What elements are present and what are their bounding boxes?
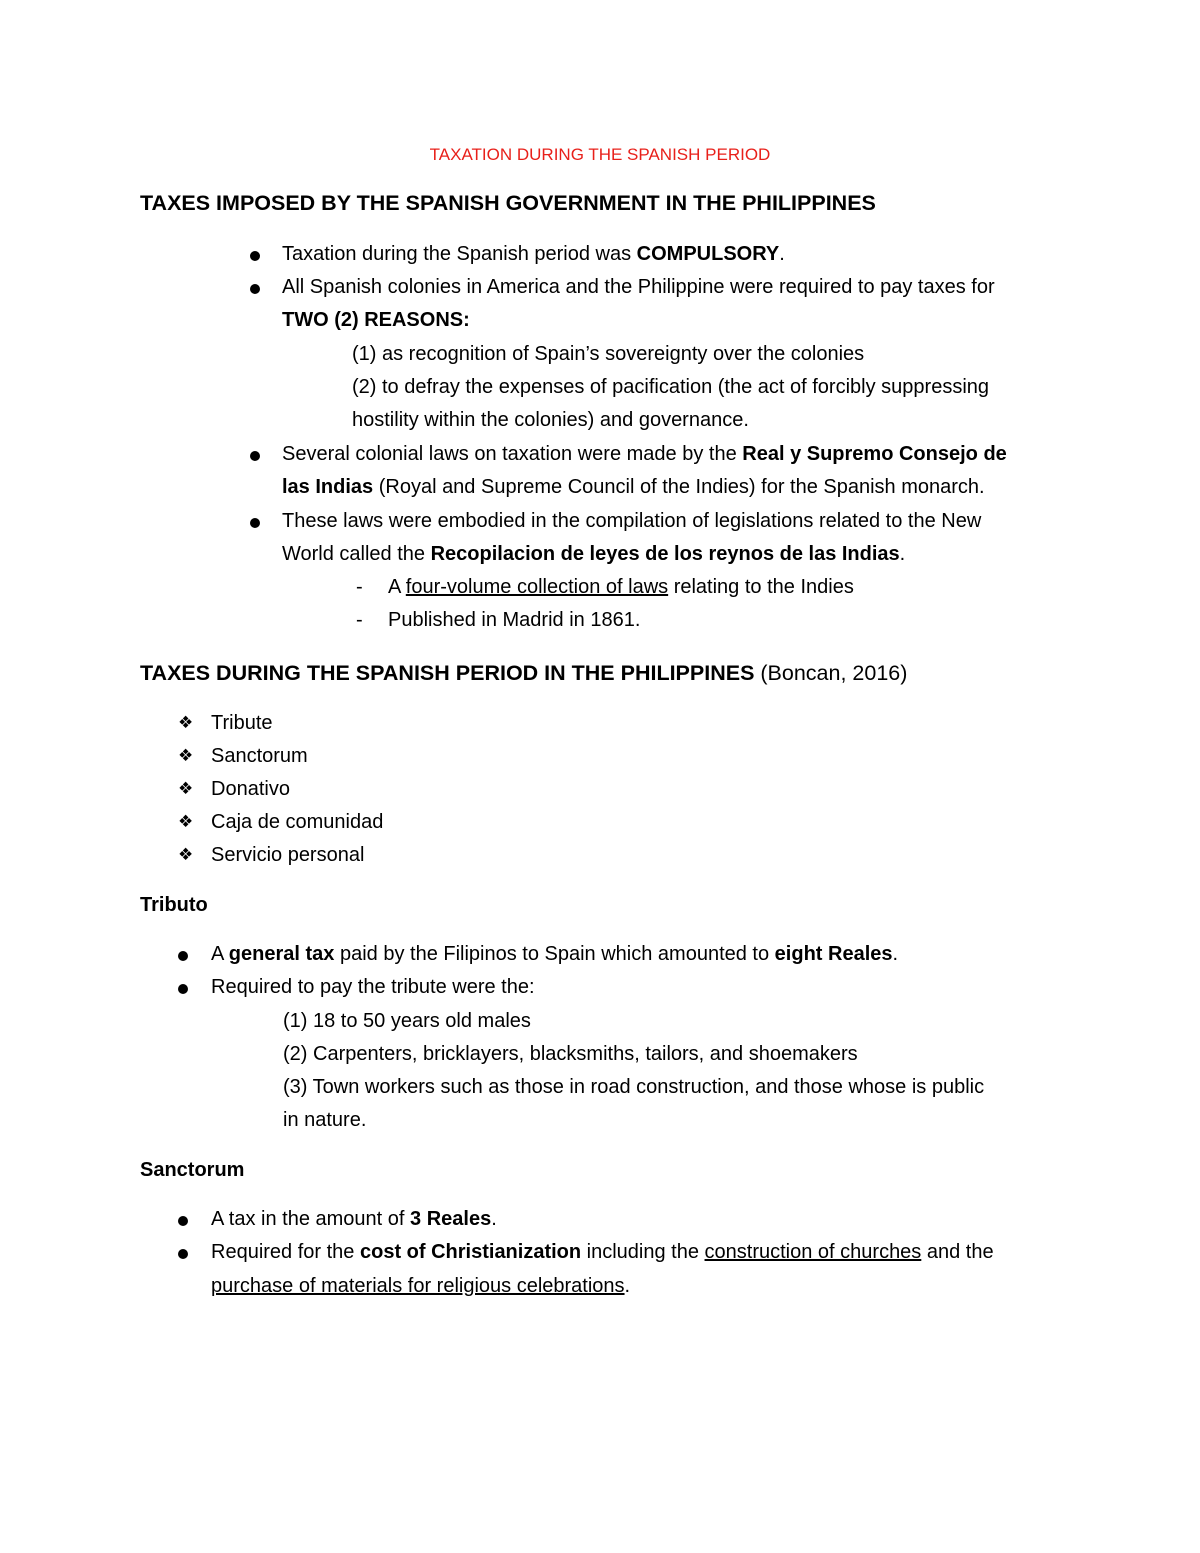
- two-reasons-label: TWO (2) REASONS:: [282, 309, 470, 331]
- diamond-star-icon: ❖: [178, 779, 194, 798]
- tributo-item-2: (2) Carpenters, bricklayers, blacksmiths, tailors, and shoemakers: [283, 1043, 858, 1065]
- tax-list-item: Servicio personal: [211, 844, 365, 866]
- tributo-heading: Tributo: [140, 894, 208, 916]
- reason-1: (1) as recognition of Spain’s sovereignty over the colonies: [352, 343, 865, 365]
- diamond-star-icon: ❖: [178, 746, 194, 765]
- sub-published-madrid: Published in Madrid in 1861.: [388, 609, 641, 631]
- bullet-icon: [250, 451, 260, 461]
- section-heading-imposed-taxes: TAXES IMPOSED BY THE SPANISH GOVERNMENT IN THE PHILIPPINES: [140, 191, 876, 215]
- diamond-star-icon: ❖: [178, 713, 194, 732]
- bullet-icon: [178, 1216, 188, 1226]
- diamond-star-icon: ❖: [178, 812, 194, 831]
- tax-list-item: Caja de comunidad: [211, 811, 384, 833]
- tributo-item-1: (1) 18 to 50 years old males: [283, 1010, 531, 1032]
- bullet-embodied-laws-line-2: World called the Recopilacion de leyes de los reynos de las Indias.: [282, 543, 906, 565]
- bullet-spanish-colonies: All Spanish colonies in America and the Philippine were required to pay taxes for: [282, 276, 995, 298]
- dash-bullet-icon: -: [356, 576, 363, 598]
- bullet-icon: [178, 1249, 188, 1259]
- tributo-required: Required to pay the tribute were the:: [211, 976, 535, 998]
- sanctorum-amount: A tax in the amount of 3 Reales.: [211, 1208, 497, 1230]
- sub-four-volume: A four-volume collection of laws relating to the Indies: [388, 576, 854, 598]
- bullet-icon: [178, 984, 188, 994]
- sanctorum-required-line-1: Required for the cost of Christianization including the construction of churches and the: [211, 1241, 994, 1263]
- bullet-colonial-laws-line-2: las Indias (Royal and Supreme Council of the Indies) for the Spanish monarch.: [282, 476, 985, 498]
- tributo-item-3-line-1: (3) Town workers such as those in road construction, and those whose is public: [283, 1076, 985, 1098]
- bullet-compulsory: Taxation during the Spanish period was COMPULSORY.: [282, 243, 785, 265]
- document-title: TAXATION DURING THE SPANISH PERIOD: [429, 145, 771, 164]
- tributo-item-3-line-2: in nature.: [283, 1109, 367, 1131]
- tributo-general-tax: A general tax paid by the Filipinos to Spain which amounted to eight Reales.: [211, 943, 899, 965]
- bullet-icon: [178, 951, 188, 961]
- dash-bullet-icon: -: [356, 609, 363, 631]
- bullet-icon: [250, 518, 260, 528]
- reason-2-line-2: hostility within the colonies) and governance.: [352, 409, 749, 431]
- bullet-icon: [250, 284, 260, 294]
- tax-list-item: Sanctorum: [211, 745, 308, 767]
- diamond-star-icon: ❖: [178, 845, 194, 864]
- tax-list-item: Donativo: [211, 778, 290, 800]
- bullet-colonial-laws-line-1: Several colonial laws on taxation were made by the Real y Supremo Consejo de: [282, 443, 1007, 465]
- bullet-embodied-laws-line-1: These laws were embodied in the compilation of legislations related to the New: [282, 510, 982, 532]
- reason-2-line-1: (2) to defray the expenses of pacification (the act of forcibly suppressing: [352, 376, 990, 398]
- sanctorum-required-line-2: purchase of materials for religious celebrations.: [211, 1275, 631, 1297]
- section-heading-taxes-list: TAXES DURING THE SPANISH PERIOD IN THE PHILIPPINES (Boncan, 2016): [140, 661, 908, 685]
- bullet-icon: [250, 251, 260, 261]
- sanctorum-heading: Sanctorum: [140, 1159, 245, 1181]
- tax-list-item: Tribute: [211, 712, 273, 734]
